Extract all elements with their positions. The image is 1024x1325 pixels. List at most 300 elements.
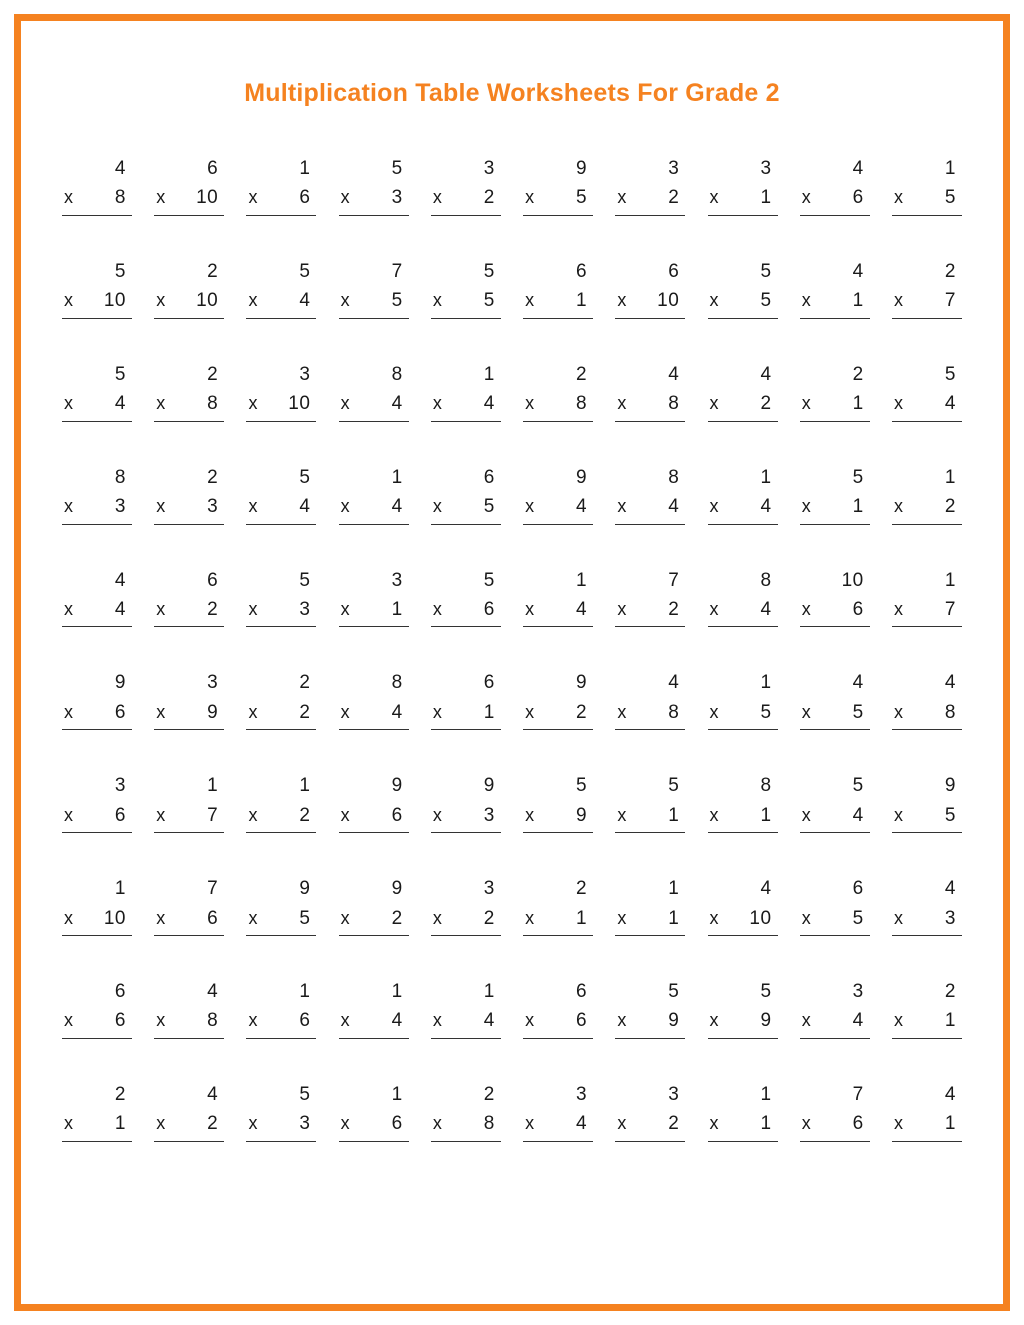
multiplier: 1 [576,907,588,929]
multiplier: 1 [483,701,495,723]
multiplicand: 8 [760,775,772,797]
multiplier: 6 [299,1010,311,1032]
multiplicand: 2 [576,363,588,385]
multiplication-problem [62,154,132,216]
multiplication-problem [246,1080,316,1142]
multiplier: 4 [391,701,403,723]
problem-rule [523,904,593,936]
multiplication-problem [431,257,501,319]
problem-rule [431,904,501,936]
problem-row [62,463,962,525]
multiplier: 9 [668,1010,680,1032]
multiply-operator: x [709,1010,719,1031]
multiplier: 2 [576,701,588,723]
multiplier: 4 [391,1010,403,1032]
multiply-operator: x [340,804,350,825]
multiply-operator: x [64,393,73,414]
multiply-operator: x [893,393,903,414]
multiplication-problem [523,874,593,936]
multiplicand: 4 [944,672,956,694]
problem-rule [62,698,132,730]
multiplication-problem [800,566,870,628]
problem-rule [892,904,962,936]
problem-rule [154,1109,224,1141]
multiply-operator: x [709,393,719,414]
multiplicand: 6 [207,158,219,179]
multiplication-problem [523,977,593,1039]
problem-rule [892,801,962,833]
multiplier: 1 [668,907,680,929]
multiplication-problem [892,154,962,216]
multiplication-problem [708,977,778,1039]
multiplicand: 1 [668,878,680,900]
multiply-operator: x [64,496,73,517]
multiplicand: 4 [760,363,772,385]
multiplication-problem [154,1080,224,1142]
problem-rule [339,1109,409,1141]
multiplier: 10 [196,290,219,312]
multiplicand: 3 [114,775,126,797]
page-title: Multiplication Table Worksheets For Grade 2 [244,79,780,107]
multiplication-problem [708,566,778,628]
multiplication-problem [892,668,962,730]
multiply-operator: x [525,1010,535,1031]
problem-rule [615,698,685,730]
multiplication-problem [615,257,685,319]
multiply-operator: x [248,290,258,311]
multiplier: 9 [207,701,219,723]
multiplier: 1 [944,1113,956,1135]
multiply-operator: x [432,496,442,517]
problem-rule [708,904,778,936]
multiplier: 6 [207,907,219,929]
multiplication-problem [339,977,409,1039]
multiplier: 2 [207,598,219,620]
problem-rule [800,389,870,421]
problem-row [62,1080,962,1142]
multiplicand: 5 [668,775,680,797]
worksheet-border-frame [14,14,1010,1311]
multiplicand: 7 [207,878,219,900]
multiplicand: 5 [760,981,772,1002]
multiplication-problem [154,463,224,525]
multiplier: 4 [114,598,126,620]
multiplier: 1 [391,598,403,620]
multiplicand: 6 [483,466,495,488]
multiplicand: 9 [944,775,956,797]
multiplier: 8 [483,1113,495,1135]
problem-rule [615,1006,685,1038]
multiplicand: 5 [483,569,495,591]
multiplier: 8 [207,393,219,415]
multiplication-problem [339,668,409,730]
problem-rule [615,1109,685,1141]
multiplicand: 3 [576,1083,588,1105]
multiplicand: 3 [852,981,864,1002]
problem-rule [154,904,224,936]
multiply-operator: x [248,907,258,928]
multiplication-problem [62,566,132,628]
multiplier: 2 [944,496,956,518]
multiplication-problem [708,771,778,833]
multiplier: 4 [576,598,588,620]
multiplicand: 9 [299,878,311,900]
multiplier: 1 [114,1113,126,1135]
multiplier: 8 [668,393,680,415]
problem-rule [246,1109,316,1141]
multiplicand: 4 [207,981,219,1002]
problem-rule [339,801,409,833]
multiply-operator: x [248,804,258,825]
multiplicand: 3 [668,158,680,179]
multiply-operator: x [248,701,258,722]
multiply-operator: x [432,1010,442,1031]
multiplicand: 3 [760,158,772,179]
multiplication-problem [615,566,685,628]
multiplication-problem [431,668,501,730]
multiplication-problem [246,977,316,1039]
problem-rule [431,183,501,215]
multiply-operator: x [801,290,811,311]
problem-rule [708,389,778,421]
multiplier: 4 [483,1010,495,1032]
multiplier: 3 [391,187,403,209]
multiply-operator: x [525,907,535,928]
multiplicand: 4 [668,363,680,385]
problem-rule [431,801,501,833]
multiplication-problem [62,874,132,936]
multiply-operator: x [617,907,627,928]
problem-rule [615,183,685,215]
multiplier: 2 [668,1113,680,1135]
multiply-operator: x [156,1113,166,1134]
multiply-operator: x [617,496,627,517]
multiplicand: 5 [576,775,588,797]
multiply-operator: x [156,598,166,619]
problem-rule [339,698,409,730]
multiplier: 10 [288,393,311,415]
multiplication-problem [62,771,132,833]
multiplier: 6 [852,187,864,209]
multiply-operator: x [248,393,258,414]
multiplier: 1 [760,1113,772,1135]
multiply-operator: x [709,804,719,825]
problem-row [62,771,962,833]
problem-rule [892,389,962,421]
multiply-operator: x [248,496,258,517]
multiplicand: 3 [391,569,403,591]
multiplier: 8 [668,701,680,723]
multiplier: 8 [207,1010,219,1032]
problem-rule [523,183,593,215]
multiply-operator: x [801,907,811,928]
multiplier: 6 [391,804,403,826]
multiplicand: 1 [944,569,956,591]
multiplication-problem [154,771,224,833]
multiplier: 1 [760,804,772,826]
problem-rule [339,595,409,627]
multiplier: 5 [576,187,588,209]
multiplicand: 9 [483,775,495,797]
multiply-operator: x [893,907,903,928]
problem-rule [892,698,962,730]
multiplication-problem [800,668,870,730]
problem-rule [523,698,593,730]
multiplicand: 5 [114,363,126,385]
multiplication-problem [246,154,316,216]
problem-rule [246,801,316,833]
multiply-operator: x [64,187,73,208]
multiplication-problem [708,463,778,525]
multiplicand: 1 [391,1083,403,1105]
problem-rule [800,1006,870,1038]
multiply-operator: x [64,290,73,311]
multiply-operator: x [340,393,350,414]
problem-rule [708,698,778,730]
multiplicand: 4 [114,569,126,591]
multiplier: 10 [196,187,219,209]
multiplier: 9 [760,1010,772,1032]
multiplicand: 2 [483,1083,495,1105]
problem-rule [339,183,409,215]
problem-rule [615,389,685,421]
multiplication-problem [615,874,685,936]
multiplication-problem [154,668,224,730]
problem-rule [800,1109,870,1141]
multiply-operator: x [617,804,627,825]
multiplicand: 5 [299,569,311,591]
multiplicand: 5 [483,260,495,282]
problem-rule [62,801,132,833]
multiplier: 5 [944,187,956,209]
multiply-operator: x [709,187,719,208]
multiplicand: 5 [299,466,311,488]
multiplication-problem [523,771,593,833]
multiplier: 10 [103,907,126,929]
multiplier: 4 [852,1010,864,1032]
multiplicand: 1 [391,981,403,1002]
multiplier: 1 [576,290,588,312]
multiplier: 6 [852,1113,864,1135]
multiplier: 8 [114,187,126,209]
multiplier: 7 [207,804,219,826]
multiplication-problem [154,154,224,216]
multiplication-problem [800,257,870,319]
multiplicand: 4 [852,672,864,694]
multiplier: 8 [944,701,956,723]
multiplication-problem [62,463,132,525]
multiplier: 4 [576,496,588,518]
problem-row [62,668,962,730]
multiplication-problem [339,1080,409,1142]
multiplier: 4 [299,290,311,312]
problem-rule [523,595,593,627]
multiplication-problem [431,977,501,1039]
multiplication-problem [892,1080,962,1142]
multiply-operator: x [709,1113,719,1134]
multiply-operator: x [893,187,903,208]
multiply-operator: x [801,1010,811,1031]
problem-rule [523,1109,593,1141]
multiplier: 1 [760,187,772,209]
multiplication-problem [246,874,316,936]
multiplier: 4 [944,393,956,415]
multiplication-problem [246,463,316,525]
multiplicand: 3 [299,363,311,385]
multiplier: 4 [576,1113,588,1135]
problem-rule [892,492,962,524]
multiply-operator: x [525,1113,535,1134]
multiply-operator: x [617,187,627,208]
problem-rule [523,801,593,833]
problem-rule [708,1006,778,1038]
multiplier: 4 [299,496,311,518]
problem-rule [892,183,962,215]
problem-rule [800,698,870,730]
problem-rule [154,492,224,524]
multiply-operator: x [248,598,258,619]
multiplication-problem [615,1080,685,1142]
problem-rule [708,595,778,627]
problem-rule [800,492,870,524]
multiplicand: 6 [576,981,588,1002]
multiply-operator: x [617,393,627,414]
multiplication-problem [431,463,501,525]
problem-rule [708,1109,778,1141]
multiply-operator: x [709,907,719,928]
multiply-operator: x [525,701,535,722]
multiplicand: 7 [391,260,403,282]
multiplication-problem [154,360,224,422]
multiplier: 6 [114,804,126,826]
multiplication-problem [339,874,409,936]
problem-rule [523,1006,593,1038]
multiplicand: 8 [391,363,403,385]
multiply-operator: x [709,290,719,311]
multiplication-problem [800,874,870,936]
multiplicand: 2 [207,363,219,385]
multiplier: 6 [114,1010,126,1032]
problem-rule [246,183,316,215]
multiply-operator: x [525,496,535,517]
problem-row [62,874,962,936]
multiplicand: 9 [576,158,588,179]
problem-rule [615,801,685,833]
multiplication-problem [154,977,224,1039]
multiply-operator: x [617,598,627,619]
problem-rule [62,183,132,215]
multiplication-problem [246,771,316,833]
multiplicand: 3 [483,878,495,900]
problem-rule [892,1006,962,1038]
problem-rule [339,389,409,421]
multiplier: 2 [668,187,680,209]
multiply-operator: x [525,804,535,825]
multiply-operator: x [801,1113,811,1134]
multiply-operator: x [248,1010,258,1031]
multiplication-problem [523,463,593,525]
multiply-operator: x [525,598,535,619]
multiplicand: 9 [391,775,403,797]
problem-rule [62,1109,132,1141]
multiplication-problem [800,1080,870,1142]
multiplication-problem [339,154,409,216]
multiplicand: 9 [114,672,126,694]
multiplication-problem [892,977,962,1039]
multiplicand: 4 [207,1083,219,1105]
multiplication-problem [523,668,593,730]
multiplier: 7 [944,598,956,620]
multiplicand: 6 [114,981,126,1002]
problem-rule [246,698,316,730]
problem-rule [431,286,501,318]
multiply-operator: x [801,598,811,619]
multiplicand: 2 [207,466,219,488]
multiply-operator: x [893,1113,903,1134]
problem-rule [523,389,593,421]
multiplication-problem [892,257,962,319]
multiplier: 8 [576,393,588,415]
problem-row [62,257,962,319]
multiplier: 4 [391,393,403,415]
problem-rule [431,1006,501,1038]
multiplication-problem [62,360,132,422]
multiplication-problem [339,463,409,525]
multiplication-problem [708,874,778,936]
multiplication-problem [800,771,870,833]
multiplicand: 4 [760,878,772,900]
multiply-operator: x [156,907,166,928]
problem-rule [800,286,870,318]
multiplier: 4 [760,496,772,518]
multiplier: 1 [668,804,680,826]
multiplication-problem [800,154,870,216]
multiply-operator: x [801,187,811,208]
multiplicand: 8 [668,466,680,488]
multiply-operator: x [893,1010,903,1031]
multiplier: 3 [299,598,311,620]
multiplicand: 2 [852,363,864,385]
multiplier: 3 [207,496,219,518]
multiplier: 2 [391,907,403,929]
multiplication-problem [246,668,316,730]
multiplicand: 4 [114,158,126,179]
multiplicand: 2 [576,878,588,900]
multiply-operator: x [709,598,719,619]
multiplicand: 5 [852,466,864,488]
multiplicand: 1 [760,1083,772,1105]
multiplier: 6 [576,1010,588,1032]
multiplicand: 4 [852,158,864,179]
multiplication-problem [708,360,778,422]
problem-rule [523,286,593,318]
problem-row [62,154,962,216]
multiplicand: 4 [944,1083,956,1105]
multiplier: 5 [391,290,403,312]
multiplicand: 6 [576,260,588,282]
multiplicand: 9 [391,878,403,900]
multiplicand: 5 [299,260,311,282]
problem-rule [339,492,409,524]
multiplier: 5 [760,701,772,723]
problem-rule [708,492,778,524]
problem-rule [615,492,685,524]
multiplication-problem [339,566,409,628]
multiply-operator: x [340,496,350,517]
multiplicand: 1 [391,466,403,488]
problem-rule [246,595,316,627]
multiply-operator: x [617,1010,627,1031]
